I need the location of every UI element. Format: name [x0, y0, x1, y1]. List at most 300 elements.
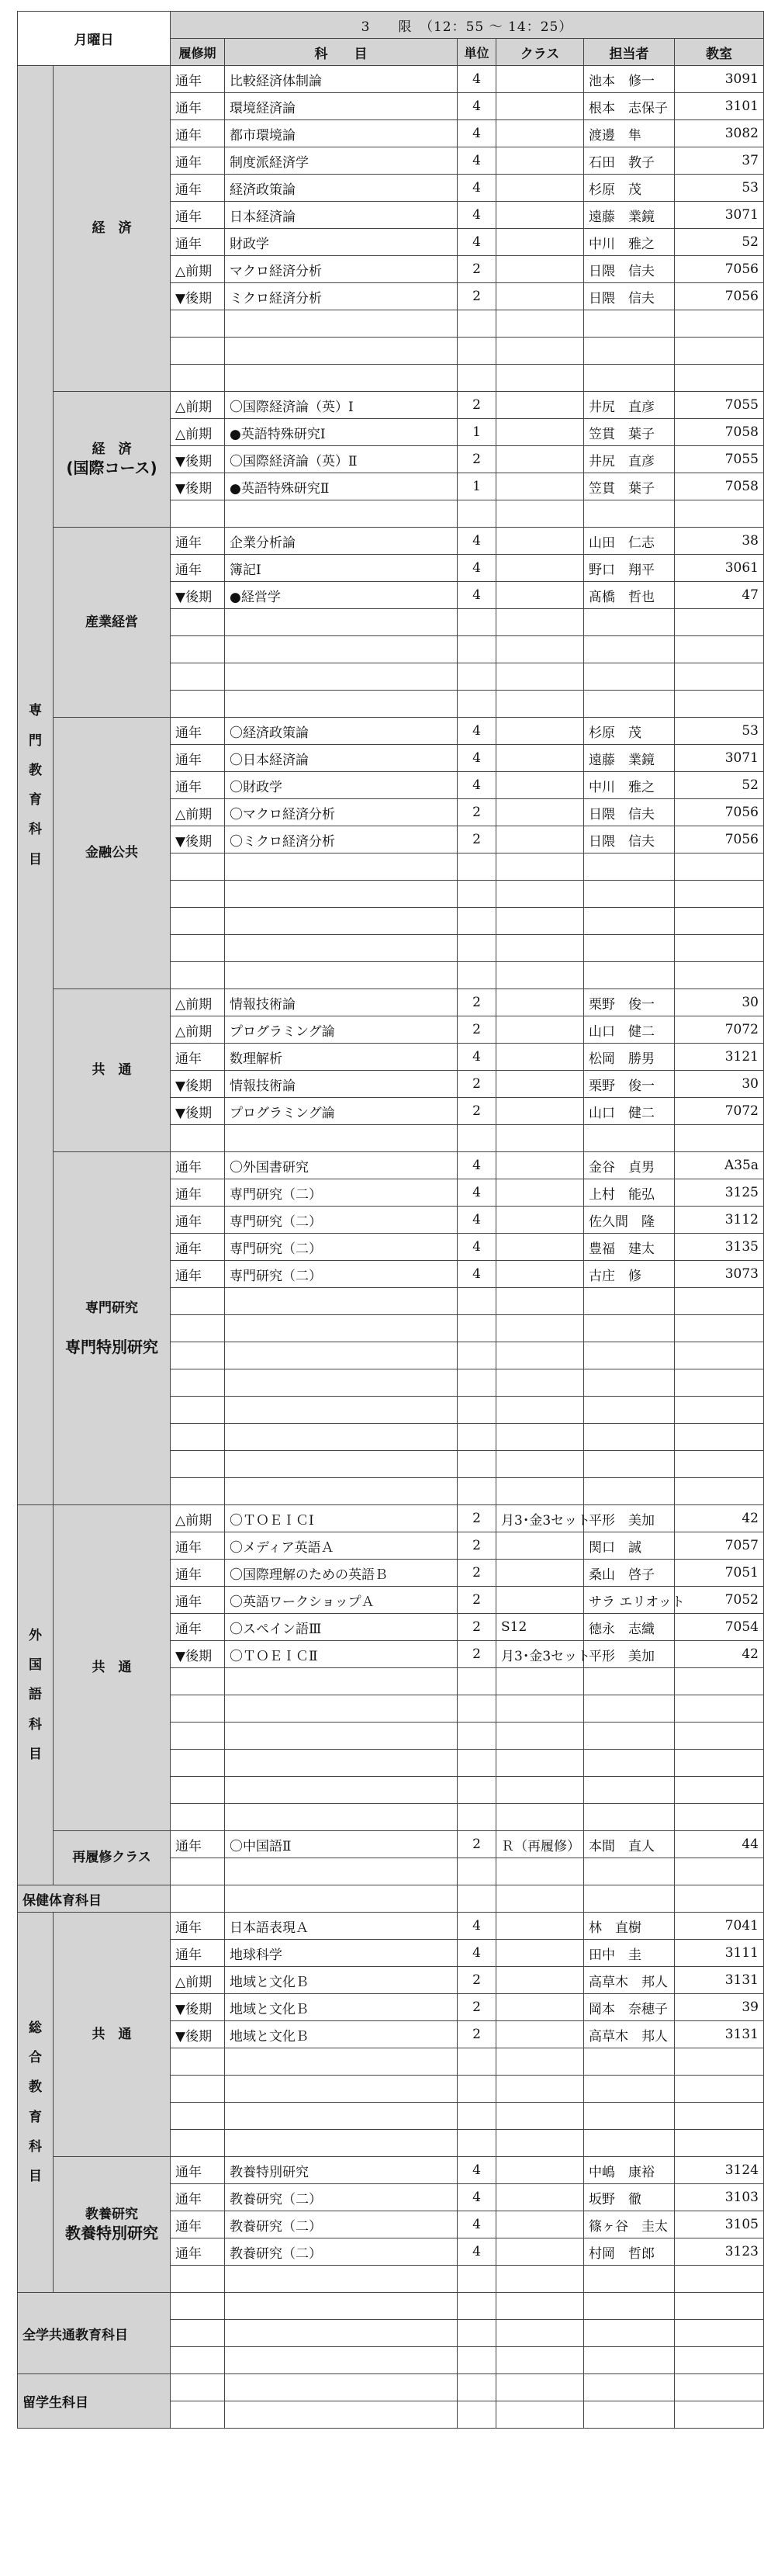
- course-units: [458, 962, 496, 989]
- course-room: [675, 1315, 764, 1342]
- course-subject: [225, 663, 458, 691]
- course-teacher: 上村 能弘: [584, 1179, 675, 1207]
- category-label: 全学共通教育科目: [18, 2293, 171, 2374]
- course-room: 7051: [675, 1560, 764, 1587]
- course-units: 4: [458, 582, 496, 609]
- course-teacher: 林 直樹: [584, 1913, 675, 1940]
- course-subject: [225, 1858, 458, 1885]
- course-teacher: 桑山 啓子: [584, 1560, 675, 1587]
- course-class: [496, 256, 584, 283]
- course-term: [171, 663, 225, 691]
- course-room: 3135: [675, 1234, 764, 1261]
- course-class: [496, 1451, 584, 1478]
- course-room: [675, 365, 764, 392]
- course-subject: [225, 1723, 458, 1750]
- course-units: [458, 2103, 496, 2130]
- course-class: [496, 1804, 584, 1831]
- course-subject: [225, 881, 458, 908]
- course-term: ▼後期: [171, 473, 225, 500]
- course-units: [458, 1858, 496, 1885]
- course-teacher: [584, 2103, 675, 2130]
- course-units: 4: [458, 1207, 496, 1234]
- course-term: △前期: [171, 1505, 225, 1532]
- course-room: [675, 1125, 764, 1152]
- course-subject: 専門研究（二）: [225, 1234, 458, 1261]
- course-room: 37: [675, 147, 764, 175]
- course-subject: [225, 2320, 458, 2347]
- course-teacher: [584, 2347, 675, 2374]
- course-class: [496, 365, 584, 392]
- course-term: 通年: [171, 1044, 225, 1071]
- course-room: [675, 691, 764, 718]
- course-room: [675, 2293, 764, 2320]
- group-label-text: 共 通: [92, 1062, 132, 1079]
- col-class: クラス: [496, 39, 584, 66]
- course-class: [496, 1532, 584, 1560]
- course-units: [458, 1369, 496, 1397]
- course-term: [171, 1804, 225, 1831]
- course-teacher: 杉原 茂: [584, 175, 675, 202]
- course-class: [496, 1994, 584, 2021]
- category-label: [18, 1505, 54, 1885]
- course-teacher: [584, 1723, 675, 1750]
- course-room: 7056: [675, 283, 764, 310]
- course-room: [675, 2347, 764, 2374]
- course-units: [458, 2266, 496, 2293]
- course-teacher: 渡邊 隼: [584, 120, 675, 147]
- course-room: 39: [675, 1994, 764, 2021]
- course-units: 4: [458, 718, 496, 745]
- course-subject: 教養研究（二）: [225, 2211, 458, 2238]
- course-room: [675, 881, 764, 908]
- course-subject: 〇ＴＯＥＩＣⅡ: [225, 1641, 458, 1668]
- course-room: 7072: [675, 1098, 764, 1125]
- category-label-text: 外国語科目: [29, 1627, 42, 1762]
- course-term: 通年: [171, 1560, 225, 1587]
- group-label: [54, 66, 171, 392]
- course-units: [458, 2130, 496, 2157]
- course-room: [675, 2320, 764, 2347]
- course-room: 47: [675, 582, 764, 609]
- course-class: [496, 1723, 584, 1750]
- course-subject: [225, 853, 458, 881]
- course-class: [496, 582, 584, 609]
- course-subject: [225, 1369, 458, 1397]
- course-room: A35a: [675, 1152, 764, 1179]
- course-term: 通年: [171, 1179, 225, 1207]
- course-room: 52: [675, 772, 764, 799]
- course-class: [496, 2374, 584, 2401]
- course-room: [675, 853, 764, 881]
- course-class: [496, 718, 584, 745]
- course-room: [675, 2076, 764, 2103]
- course-term: [171, 2130, 225, 2157]
- course-units: [458, 881, 496, 908]
- course-units: 4: [458, 1913, 496, 1940]
- course-class: [496, 745, 584, 772]
- course-units: [458, 2293, 496, 2320]
- course-class: [496, 989, 584, 1016]
- group-label: [54, 1913, 171, 2157]
- course-class: [496, 2347, 584, 2374]
- course-term: [171, 1369, 225, 1397]
- course-class: [496, 663, 584, 691]
- table-row: [18, 392, 764, 419]
- course-class: [496, 2076, 584, 2103]
- course-teacher: [584, 881, 675, 908]
- course-term: [171, 1288, 225, 1315]
- course-subject: 専門研究（二）: [225, 1179, 458, 1207]
- course-teacher: 井尻 直彦: [584, 392, 675, 419]
- course-teacher: [584, 1777, 675, 1804]
- course-term: 通年: [171, 1614, 225, 1641]
- course-units: [458, 1668, 496, 1695]
- course-room: [675, 1750, 764, 1777]
- col-term: 履修期: [171, 39, 225, 66]
- course-subject: [225, 1885, 458, 1913]
- table-row: [18, 2293, 764, 2320]
- category-label: 留学生科目: [18, 2374, 171, 2429]
- course-term: [171, 500, 225, 528]
- course-teacher: [584, 1478, 675, 1505]
- course-class: [496, 691, 584, 718]
- course-teacher: 松岡 勝男: [584, 1044, 675, 1071]
- course-teacher: 中嶋 康裕: [584, 2157, 675, 2184]
- course-class: [496, 799, 584, 826]
- col-room: 教室: [675, 39, 764, 66]
- course-teacher: 本間 直人: [584, 1831, 675, 1858]
- course-subject: ●英語特殊研究Ⅱ: [225, 473, 458, 500]
- course-subject: 専門研究（二）: [225, 1207, 458, 1234]
- course-room: 3124: [675, 2157, 764, 2184]
- course-term: ▼後期: [171, 283, 225, 310]
- course-subject: 地域と文化Ｂ: [225, 1994, 458, 2021]
- group-sublabel: 教養特別研究: [65, 2224, 158, 2243]
- course-units: [458, 2374, 496, 2401]
- course-teacher: [584, 1750, 675, 1777]
- course-class: [496, 1342, 584, 1369]
- course-class: [496, 1750, 584, 1777]
- course-class: [496, 772, 584, 799]
- course-class: [496, 609, 584, 636]
- course-teacher: [584, 1397, 675, 1424]
- course-term: 通年: [171, 1152, 225, 1179]
- course-units: 4: [458, 175, 496, 202]
- course-room: 3091: [675, 66, 764, 93]
- course-class: [496, 2293, 584, 2320]
- course-units: 4: [458, 202, 496, 229]
- course-units: 4: [458, 1044, 496, 1071]
- course-class: [496, 2157, 584, 2184]
- table-row: [18, 2374, 764, 2401]
- course-term: 通年: [171, 147, 225, 175]
- course-units: 1: [458, 419, 496, 446]
- category-label: [18, 66, 54, 1505]
- course-units: 4: [458, 555, 496, 582]
- course-units: 2: [458, 826, 496, 853]
- course-room: 3121: [675, 1044, 764, 1071]
- course-room: [675, 1804, 764, 1831]
- course-subject: [225, 338, 458, 365]
- course-units: [458, 935, 496, 962]
- course-teacher: 杉原 茂: [584, 718, 675, 745]
- group-label-text: 専門研究: [85, 1300, 138, 1316]
- course-teacher: [584, 2130, 675, 2157]
- course-units: [458, 1288, 496, 1315]
- course-term: ▼後期: [171, 582, 225, 609]
- course-teacher: 金谷 貞男: [584, 1152, 675, 1179]
- course-teacher: [584, 663, 675, 691]
- course-class: [496, 1207, 584, 1234]
- course-subject: [225, 1342, 458, 1369]
- course-room: [675, 1424, 764, 1451]
- course-room: [675, 1885, 764, 1913]
- course-room: 3103: [675, 2184, 764, 2211]
- course-class: [496, 1695, 584, 1723]
- course-units: [458, 2076, 496, 2103]
- course-subject: 〇外国書研究: [225, 1152, 458, 1179]
- course-class: [496, 419, 584, 446]
- course-teacher: 栗野 俊一: [584, 1071, 675, 1098]
- course-teacher: 日隈 信夫: [584, 826, 675, 853]
- course-term: [171, 1478, 225, 1505]
- course-teacher: 栗野 俊一: [584, 989, 675, 1016]
- course-subject: [225, 2103, 458, 2130]
- course-subject: [225, 1125, 458, 1152]
- course-units: 4: [458, 1234, 496, 1261]
- course-units: 2: [458, 1994, 496, 2021]
- course-subject: [225, 2293, 458, 2320]
- course-units: [458, 1885, 496, 1913]
- course-room: [675, 310, 764, 338]
- course-class: [496, 310, 584, 338]
- course-room: 7055: [675, 446, 764, 473]
- course-teacher: 徳永 志織: [584, 1614, 675, 1641]
- course-term: 通年: [171, 229, 225, 256]
- course-teacher: 笠貫 葉子: [584, 419, 675, 446]
- course-term: [171, 935, 225, 962]
- course-room: 3105: [675, 2211, 764, 2238]
- course-class: [496, 555, 584, 582]
- course-class: [496, 175, 584, 202]
- course-teacher: [584, 908, 675, 935]
- course-class: [496, 1858, 584, 1885]
- group-label: [54, 2157, 171, 2293]
- course-term: 通年: [171, 1234, 225, 1261]
- period-label: 3 限 （12：55 ～ 14：25）: [171, 12, 764, 39]
- course-units: [458, 1315, 496, 1342]
- course-subject: [225, 2347, 458, 2374]
- course-units: [458, 310, 496, 338]
- course-teacher: 山口 健二: [584, 1016, 675, 1044]
- course-room: [675, 2374, 764, 2401]
- course-term: 通年: [171, 175, 225, 202]
- course-class: [496, 1098, 584, 1125]
- course-units: [458, 2320, 496, 2347]
- course-room: 42: [675, 1641, 764, 1668]
- group-label-text: 共 通: [92, 2026, 132, 2042]
- course-subject: [225, 2266, 458, 2293]
- course-room: 3123: [675, 2238, 764, 2266]
- course-room: 52: [675, 229, 764, 256]
- course-term: [171, 908, 225, 935]
- course-term: [171, 881, 225, 908]
- course-room: 44: [675, 1831, 764, 1858]
- course-class: [496, 1288, 584, 1315]
- course-teacher: [584, 2266, 675, 2293]
- table-row: [18, 989, 764, 1016]
- course-term: 通年: [171, 528, 225, 555]
- course-term: 通年: [171, 1831, 225, 1858]
- course-units: 2: [458, 2021, 496, 2048]
- course-units: 2: [458, 1505, 496, 1532]
- course-units: [458, 500, 496, 528]
- course-units: 4: [458, 745, 496, 772]
- course-term: 通年: [171, 1913, 225, 1940]
- course-units: 2: [458, 1614, 496, 1641]
- course-term: [171, 2320, 225, 2347]
- course-subject: 環境経済論: [225, 93, 458, 120]
- course-term: [171, 2374, 225, 2401]
- course-units: 1: [458, 473, 496, 500]
- course-units: [458, 853, 496, 881]
- course-subject: [225, 1288, 458, 1315]
- course-units: [458, 1777, 496, 1804]
- course-subject: 制度派経済学: [225, 147, 458, 175]
- course-term: △前期: [171, 1016, 225, 1044]
- course-teacher: 高草木 邦人: [584, 2021, 675, 2048]
- course-class: [496, 1587, 584, 1614]
- course-units: [458, 1342, 496, 1369]
- course-room: 7056: [675, 826, 764, 853]
- course-term: [171, 2103, 225, 2130]
- course-term: [171, 2266, 225, 2293]
- course-teacher: 平形 美加: [584, 1641, 675, 1668]
- course-term: [171, 2293, 225, 2320]
- course-class: 月3･金3セット: [496, 1641, 584, 1668]
- course-class: S12: [496, 1614, 584, 1641]
- course-subject: マクロ経済分析: [225, 256, 458, 283]
- course-units: [458, 1695, 496, 1723]
- course-class: [496, 1967, 584, 1994]
- group-sublabel-2: 専門特別研究: [65, 1338, 158, 1357]
- course-term: [171, 365, 225, 392]
- group-label-text: 経 済: [92, 441, 132, 457]
- course-term: 通年: [171, 555, 225, 582]
- course-units: [458, 663, 496, 691]
- course-term: 通年: [171, 745, 225, 772]
- course-subject: ●英語特殊研究Ⅰ: [225, 419, 458, 446]
- course-term: [171, 2401, 225, 2429]
- course-units: 4: [458, 93, 496, 120]
- course-class: [496, 935, 584, 962]
- course-units: [458, 636, 496, 663]
- course-room: 7056: [675, 799, 764, 826]
- course-class: [496, 908, 584, 935]
- course-room: [675, 908, 764, 935]
- course-term: 通年: [171, 120, 225, 147]
- course-term: ▼後期: [171, 1098, 225, 1125]
- course-class: [496, 2320, 584, 2347]
- course-teacher: サラ エリオット: [584, 1587, 675, 1614]
- course-term: [171, 1397, 225, 1424]
- course-room: 7041: [675, 1913, 764, 1940]
- course-subject: [225, 2076, 458, 2103]
- course-teacher: 池本 修一: [584, 66, 675, 93]
- table-row: [18, 1913, 764, 1940]
- course-subject: 〇ミクロ経済分析: [225, 826, 458, 853]
- course-term: [171, 636, 225, 663]
- course-room: 7054: [675, 1614, 764, 1641]
- group-label: [54, 392, 171, 528]
- course-units: 2: [458, 1831, 496, 1858]
- course-units: [458, 2048, 496, 2076]
- course-teacher: [584, 636, 675, 663]
- course-subject: 〇財政学: [225, 772, 458, 799]
- course-subject: 専門研究（二）: [225, 1261, 458, 1288]
- course-room: [675, 1723, 764, 1750]
- course-term: 通年: [171, 93, 225, 120]
- course-subject: [225, 1315, 458, 1342]
- course-room: 3131: [675, 2021, 764, 2048]
- course-subject: [225, 1695, 458, 1723]
- group-label-text: 金融公共: [85, 845, 138, 861]
- course-teacher: 古庄 修: [584, 1261, 675, 1288]
- course-class: [496, 881, 584, 908]
- course-room: [675, 609, 764, 636]
- group-label-text: 教養研究: [85, 2206, 138, 2222]
- course-units: 4: [458, 120, 496, 147]
- course-room: 7058: [675, 473, 764, 500]
- course-room: 30: [675, 1071, 764, 1098]
- course-term: △前期: [171, 799, 225, 826]
- course-room: [675, 2130, 764, 2157]
- course-teacher: [584, 691, 675, 718]
- course-term: ▼後期: [171, 446, 225, 473]
- course-subject: 教養研究（二）: [225, 2184, 458, 2211]
- table-row: [18, 1831, 764, 1858]
- course-term: [171, 1885, 225, 1913]
- course-subject: [225, 1750, 458, 1777]
- course-teacher: 豊福 建太: [584, 1234, 675, 1261]
- course-room: 38: [675, 528, 764, 555]
- course-teacher: [584, 1369, 675, 1397]
- course-units: 2: [458, 799, 496, 826]
- course-teacher: 中川 雅之: [584, 772, 675, 799]
- course-class: [496, 1777, 584, 1804]
- course-teacher: [584, 2401, 675, 2429]
- table-row: [18, 718, 764, 745]
- course-units: 4: [458, 1152, 496, 1179]
- course-teacher: 日隈 信夫: [584, 283, 675, 310]
- course-teacher: 佐久間 隆: [584, 1207, 675, 1234]
- course-room: 3071: [675, 745, 764, 772]
- course-term: [171, 691, 225, 718]
- course-subject: [225, 2401, 458, 2429]
- course-subject: 財政学: [225, 229, 458, 256]
- group-label-text: 共 通: [92, 1660, 132, 1676]
- course-units: 4: [458, 772, 496, 799]
- course-subject: 都市環境論: [225, 120, 458, 147]
- course-term: [171, 2076, 225, 2103]
- course-room: [675, 1369, 764, 1397]
- course-term: [171, 1858, 225, 1885]
- course-room: [675, 338, 764, 365]
- course-class: [496, 93, 584, 120]
- group-label: [54, 718, 171, 989]
- course-subject: 〇マクロ経済分析: [225, 799, 458, 826]
- course-term: 通年: [171, 1587, 225, 1614]
